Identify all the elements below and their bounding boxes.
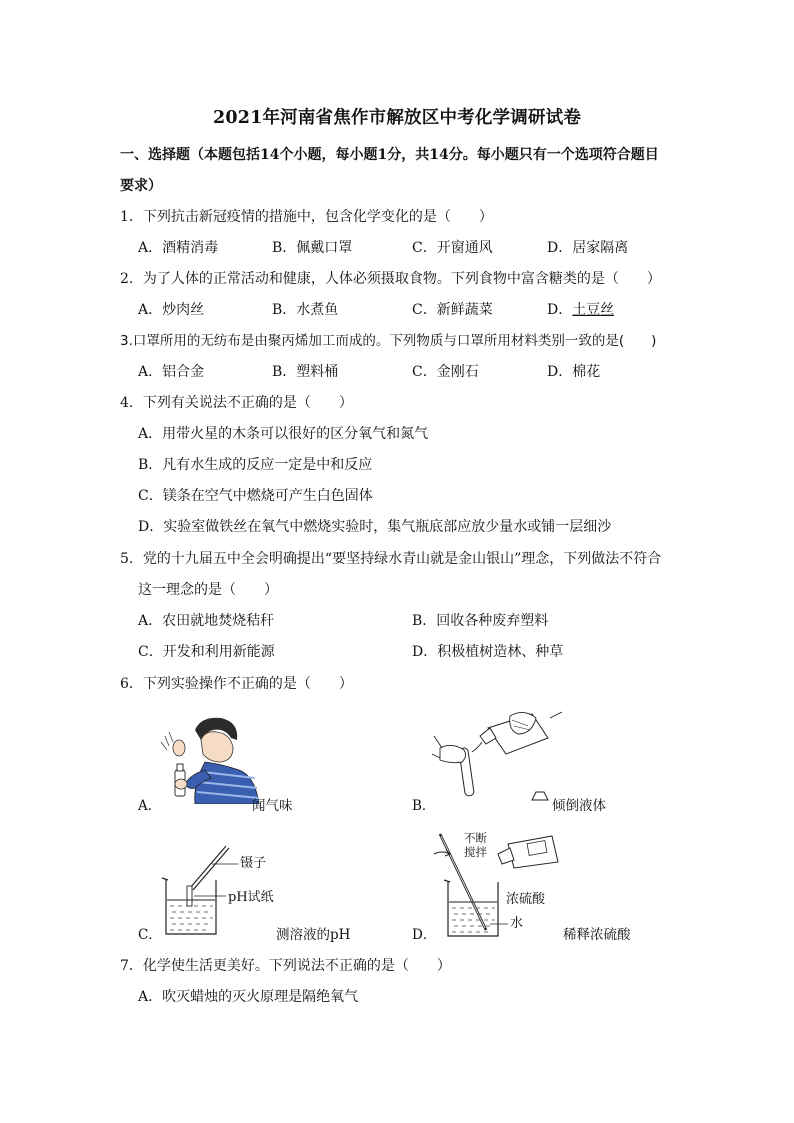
question-1-option-b: B．佩戴口罩 <box>272 240 353 256</box>
question-6-option-c-label: C． <box>138 927 162 943</box>
smelling-boy-illustration <box>155 712 265 804</box>
question-4-option-c: C．镁条在空气中燃烧可产生白色固体 <box>138 488 373 504</box>
question-5-option-b: B．回收各种废弃塑料 <box>412 613 549 629</box>
question-2-option-c: C．新鲜蔬菜 <box>412 302 493 318</box>
question-4-stem: 4．下列有关说法不正确的是（ ） <box>120 395 353 411</box>
question-6-option-b-caption: 倾倒液体 <box>552 798 606 814</box>
question-5-option-d: D．积极植树造林、种草 <box>412 644 564 660</box>
question-5-option-c: C．开发和利用新能源 <box>138 644 275 660</box>
section-heading-line1: 一、选择题（本题包括14个小题，每小题1分，共14分。每小题只有一个选项符合题目 <box>120 147 659 163</box>
dilute-acid-illustration <box>432 828 562 940</box>
question-2-option-a: A．炒肉丝 <box>138 302 205 318</box>
question-6-option-d-caption: 稀释浓硫酸 <box>563 927 631 943</box>
question-3-option-d: D．棉花 <box>547 364 601 380</box>
question-4-option-b: B．凡有水生成的反应一定是中和反应 <box>138 457 373 473</box>
question-4-option-d: D．实验室做铁丝在氧气中燃烧实验时，集气瓶底部应放少量水或铺一层细沙 <box>138 519 612 535</box>
stir-label-line1: 不断 <box>464 831 487 845</box>
question-7-stem: 7．化学使生活更美好。下列说法不正确的是（ ） <box>120 958 451 974</box>
tweezers-label: 镊子 <box>240 856 267 871</box>
question-6-option-a-label: A． <box>138 798 162 814</box>
question-2-option-d-text: 土豆丝 <box>572 302 615 318</box>
question-5-stem-line1: 5．党的十九届五中全会明确提出“要坚持绿水青山就是金山银山”理念，下列做法不符合 <box>120 551 662 567</box>
section-heading-line2: 要求） <box>120 178 162 194</box>
question-5-stem-line2: 这一理念的是（ ） <box>138 582 278 598</box>
question-6-option-a-caption: 闻气味 <box>252 798 293 814</box>
question-3-stem: 3.口罩所用的无纺布是由聚丙烯加工而成的。下列物质与口罩所用材料类别一致的是( ) <box>120 333 657 349</box>
stir-label-line2: 搅拌 <box>464 845 487 859</box>
concentrated-acid-label: 浓硫酸 <box>506 892 546 907</box>
question-7-option-a: A．吹灭蜡烛的灭火原理是隔绝氧气 <box>138 989 359 1005</box>
water-label: 水 <box>510 916 524 931</box>
pouring-liquid-illustration <box>432 708 562 808</box>
question-1-option-c: C．开窗通风 <box>412 240 493 256</box>
question-3-option-a: A．铝合金 <box>138 364 205 380</box>
question-5-option-a: A．农田就地焚烧秸秆 <box>138 613 275 629</box>
question-6-option-b-label: B． <box>412 798 436 814</box>
question-3-option-b: B．塑料桶 <box>272 364 339 380</box>
question-2-option-b: B．水煮鱼 <box>272 302 339 318</box>
question-1-stem: 1．下列抗击新冠疫情的措施中，包含化学变化的是（ ） <box>120 209 493 225</box>
question-1-option-a: A．酒精消毒 <box>138 240 219 256</box>
question-6-option-c-caption: 测溶液的pH <box>276 927 351 943</box>
question-3-option-c: C．金刚石 <box>412 364 479 380</box>
question-4-option-a: A．用带火星的木条可以很好的区分氧气和氮气 <box>138 426 429 442</box>
question-6-stem: 6．下列实验操作不正确的是（ ） <box>120 676 353 692</box>
ph-paper-label: pH试纸 <box>228 890 274 905</box>
question-2-option-d <box>547 300 614 320</box>
question-2-option-d-prefix: D． <box>547 302 573 318</box>
question-2-stem: 2．为了人体的正常活动和健康，人体必须摄取食物。下列食物中富含糖类的是（ ） <box>120 271 661 287</box>
question-6-option-d-label: D． <box>412 927 437 943</box>
question-1-option-d: D．居家隔离 <box>547 240 629 256</box>
exam-title: 2021年河南省焦作市解放区中考化学调研试卷 <box>212 108 582 128</box>
